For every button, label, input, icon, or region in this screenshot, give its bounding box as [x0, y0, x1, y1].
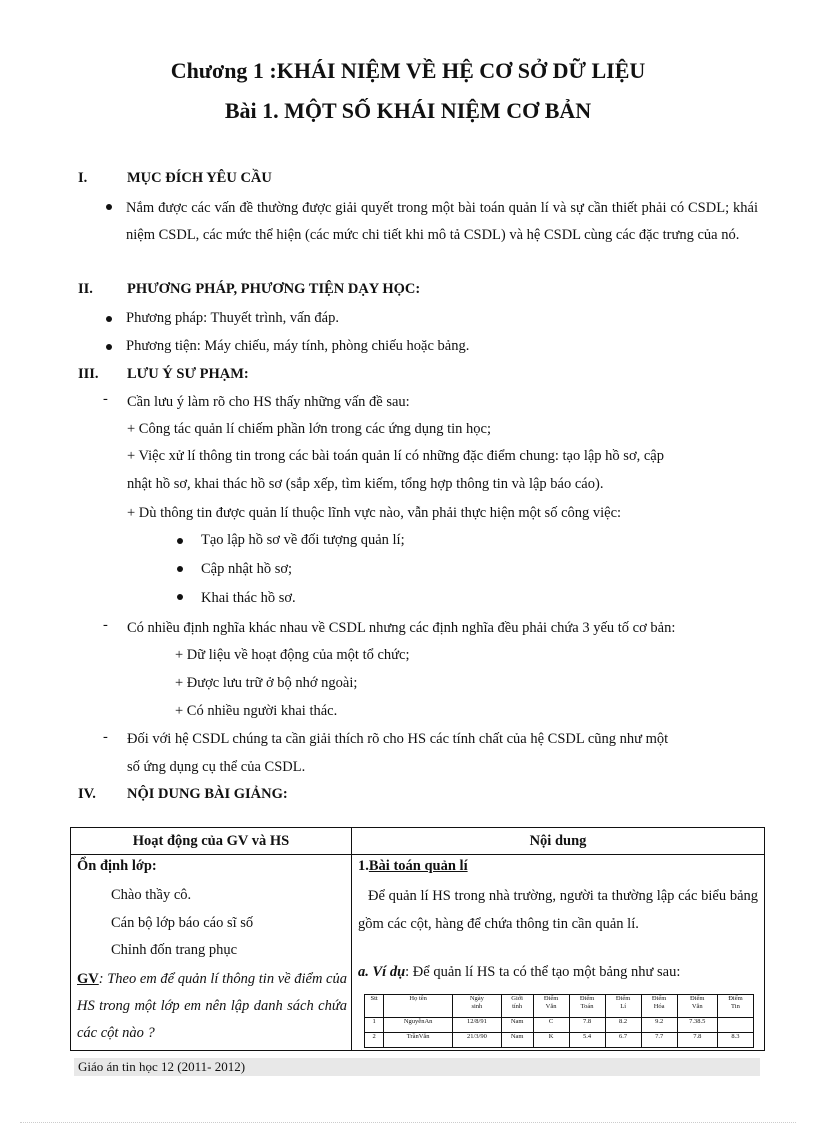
- column-header: Hoạt động của GV và HS: [71, 828, 352, 855]
- mini-header-cell: Stt: [365, 995, 384, 1018]
- example-line: [358, 964, 680, 981]
- section-title: NỘI DUNG BÀI GIẢNG:: [127, 786, 288, 802]
- mini-table-cell: K: [533, 1033, 569, 1048]
- question-text: : Theo em để quản lí thông tin về điểm của HS trong một lớp em nên lập danh sách chứa các cột nào ?: [77, 971, 347, 1041]
- activity-line: Chỉnh đốn trang phục: [111, 942, 238, 958]
- note-text: + Việc xử lí thông tin trong các bài toán quản lí có những đặc điểm chung: tạo lập hồ sơ, cập: [127, 448, 664, 464]
- content-cell: [352, 855, 765, 1051]
- subsection-number: 1.: [358, 858, 369, 874]
- section-number: IV.: [78, 786, 96, 802]
- mini-table-cell: 21/3/90: [453, 1033, 502, 1048]
- dash-icon: -: [103, 617, 108, 633]
- mini-table-cell: [717, 1018, 753, 1033]
- example-text: : Để quản lí HS ta có thể tạo một bảng như sau:: [405, 964, 681, 980]
- bullet-icon: [177, 566, 183, 572]
- mini-table-cell: C: [533, 1018, 569, 1033]
- mini-table-cell: 5.4: [569, 1033, 605, 1048]
- section-title: MỤC ĐÍCH YÊU CẦU: [127, 170, 272, 186]
- mini-table-cell: 7.8: [677, 1033, 717, 1048]
- dash-icon: -: [103, 391, 108, 407]
- bullet-icon: [177, 594, 183, 600]
- note-text: + Có nhiều người khai thác.: [175, 703, 338, 719]
- teacher-question: [77, 966, 347, 1047]
- note-text: số ứng dụng cụ thể của CSDL.: [127, 759, 306, 775]
- bullet-icon: [177, 538, 183, 544]
- teacher-activity-cell: [71, 855, 352, 1051]
- task-item: Cập nhật hồ sơ;: [201, 561, 293, 577]
- lesson-title: Bài 1. MỘT SỐ KHÁI NIỆM CƠ BẢN: [224, 98, 592, 123]
- activity-line: Cán bộ lớp báo cáo sĩ số: [111, 915, 254, 931]
- mini-table-cell: 8.2: [605, 1018, 641, 1033]
- section-title: PHƯƠNG PHÁP, PHƯƠNG TIỆN DẠY HỌC:: [127, 281, 421, 297]
- method-item: Phương pháp: Thuyết trình, vấn đáp.: [126, 310, 339, 326]
- mini-table-cell: TrầnVăn: [384, 1033, 453, 1048]
- subsection-heading: [358, 858, 468, 875]
- mini-table-cell: 9.2: [641, 1018, 677, 1033]
- mini-header-cell: Điểm Toán: [569, 995, 605, 1018]
- chapter-title: Chương 1 :KHÁI NIỆM VỀ HỆ CƠ SỞ DỮ LIỆU: [170, 58, 646, 83]
- mini-table-cell: NguyễnAn: [384, 1018, 453, 1033]
- mini-table-row: [365, 1018, 754, 1033]
- activity-line: Chào thầy cô.: [111, 887, 192, 903]
- mini-header-cell: Điểm Hóa: [641, 995, 677, 1018]
- mini-table-cell: Nam: [501, 1018, 533, 1033]
- mini-header-cell: Điểm Văn: [677, 995, 717, 1018]
- mini-table-cell: 7.8: [569, 1018, 605, 1033]
- tools-item: Phương tiện: Máy chiếu, máy tính, phòng chiếu hoặc bảng.: [126, 338, 470, 354]
- note-text: + Dữ liệu về hoạt động của một tổ chức;: [175, 647, 410, 663]
- lesson-table: [70, 827, 765, 1051]
- bullet-icon: [106, 344, 112, 350]
- section-number: III.: [78, 366, 99, 382]
- mini-header-cell: Ngày sinh: [453, 995, 502, 1018]
- page-footer: Giáo án tin học 12 (2011- 2012): [74, 1058, 760, 1076]
- mini-table-cell: 2: [365, 1033, 384, 1048]
- subsection-title: Bài toán quản lí: [368, 858, 468, 874]
- objective-text: Nắm được các vấn đề thường được giải quyết trong một bài toán quản lí và sự cần thiết phải có CSDL; khái niệm CSDL, các mức thể hiện (các mức chi tiết khi mô tả CSDL) và hệ CSDL cùng các đặc trưng của nó.: [126, 200, 758, 243]
- mini-header-cell: Điểm Văn: [533, 995, 569, 1018]
- mini-table-row: [365, 1033, 754, 1048]
- bullet-icon: [106, 316, 112, 322]
- mini-header-cell: Giới tính: [501, 995, 533, 1018]
- task-item: Tạo lập hồ sơ về đối tượng quản lí;: [201, 532, 405, 548]
- note-text: Đối với hệ CSDL chúng ta cần giải thích rõ cho HS các tính chất của hệ CSDL cũng như một: [127, 731, 669, 747]
- mini-table-cell: 7.38.5: [677, 1018, 717, 1033]
- mini-table-cell: 1: [365, 1018, 384, 1033]
- gv-label: GV: [77, 971, 99, 987]
- mini-table-cell: Nam: [501, 1033, 533, 1048]
- task-item: Khai thác hồ sơ.: [201, 590, 296, 606]
- section-number: I.: [78, 170, 88, 186]
- mini-table-cell: 8.3: [717, 1033, 753, 1048]
- bullet-icon: [106, 204, 112, 210]
- mini-header-cell: Điểm Lí: [605, 995, 641, 1018]
- class-setup-heading: Ổn định lớp:: [77, 858, 157, 874]
- note-text: Cần lưu ý làm rõ cho HS thấy những vấn đề sau:: [127, 394, 410, 410]
- example-label: a. Ví dụ: [358, 964, 406, 980]
- note-text: nhật hồ sơ, khai thác hồ sơ (sắp xếp, tìm kiếm, tổng hợp thông tin và lập báo cáo).: [127, 476, 604, 492]
- mini-header-cell: Họ tên: [384, 995, 453, 1018]
- example-student-table: [364, 994, 754, 1048]
- mini-header-row: [365, 995, 754, 1018]
- mini-header-cell: Điểm Tin: [717, 995, 753, 1018]
- dash-icon: -: [103, 729, 108, 745]
- section-title: LƯU Ý SƯ PHẠM:: [127, 366, 249, 382]
- note-text: + Được lưu trữ ở bộ nhớ ngoài;: [175, 675, 358, 691]
- note-text: Có nhiều định nghĩa khác nhau về CSDL nhưng các định nghĩa đều phải chứa 3 yếu tố cơ bản:: [127, 620, 676, 636]
- mini-table-cell: 12/8/91: [453, 1018, 502, 1033]
- note-text: + Dù thông tin được quản lí thuộc lĩnh vực nào, vẫn phải thực hiện một số công việc:: [127, 505, 622, 521]
- note-text: + Công tác quản lí chiếm phần lớn trong các ứng dụng tin học;: [127, 421, 491, 437]
- section-number: II.: [78, 281, 93, 297]
- mini-table-cell: 7.7: [641, 1033, 677, 1048]
- column-header: Nội dung: [352, 828, 765, 855]
- content-paragraph: Để quản lí HS trong nhà trường, người ta thường lập các biểu bảng gồm các cột, hàng để chứa thông tin cần quản lí.: [358, 888, 758, 932]
- mini-table-cell: 6.7: [605, 1033, 641, 1048]
